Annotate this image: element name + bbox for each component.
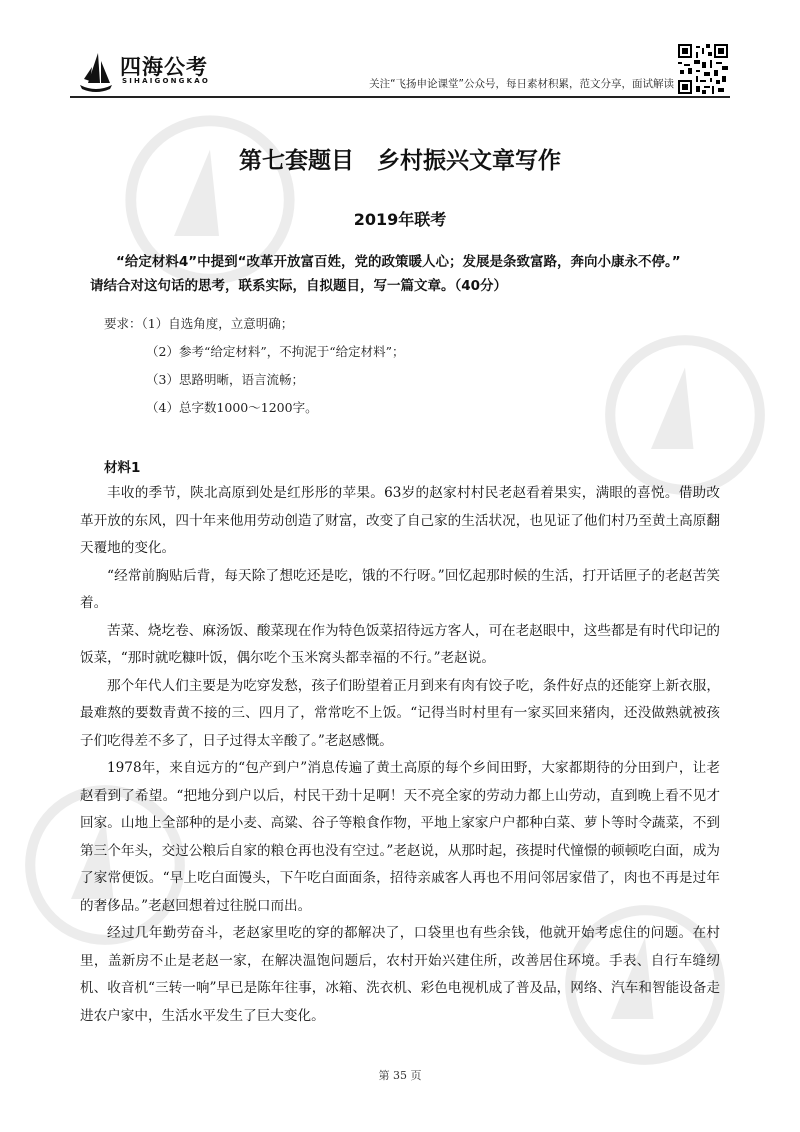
exam-subtitle: 2019年联考 — [353, 210, 447, 229]
prompt-line-1: “给定材料4”中提到“改革开放富百姓，党的政策暖人心；发展是条致富路，奔向小康永不停。” — [116, 254, 681, 270]
brand-name-en: SIHAIGONGKAO — [122, 77, 211, 85]
brand-logo — [76, 49, 236, 99]
requirement-item: （4）总字数1000～1200字。 — [146, 400, 318, 415]
header-note: 关注“飞扬申论课堂”公众号，每日素材积累，范文分享，面试解读 — [369, 78, 674, 90]
requirements-list — [104, 310, 405, 422]
page-title: 第七套题目 乡村振兴文章写作 — [239, 148, 561, 174]
page-number: 第 35 页 — [378, 1069, 422, 1082]
requirement-item: （3）思路明晰，语言流畅； — [146, 372, 304, 387]
paragraph: “经常前胸贴后背，每天除了想吃还是吃，饿的不行呀。”回忆起那时候的生活，打开话匣子的老赵苦笑着。 — [80, 567, 720, 611]
paragraph: 苦菜、烧圪卷、麻汤饭、酸菜现在作为特色饭菜招待远方客人，可在老赵眼中，这些都是有时代印记的饭菜，“那时就吃糠叶饭，偶尔吃个玉米窝头都幸福的不行。”老赵说。 — [80, 622, 720, 666]
brand-name: 四海公考 — [120, 55, 208, 79]
qr-code-icon — [678, 44, 728, 94]
paragraph: 丰收的季节，陕北高原到处是红彤彤的苹果。63岁的赵家村村民老赵看着果实，满眼的喜悦。借助改革开放的东风，四十年来他用劳动创造了财富，改变了自己家的生活状况，也见证了他们村乃至黄土高原翻天覆地的变化。 — [80, 485, 720, 556]
paragraph: 经过几年勤劳奋斗，老赵家里吃的穿的都解决了，口袋里也有些余钱，他就开始考虑住的问题。在村里，盖新房不止是老赵一家，在解决温饱问题后，农村开始兴建住所，改善居住环境。手表、自行车缝纫机、收音机“三转一响”早已是陈年往事，冰箱、洗衣机、彩色电视机成了普及品，网络、汽车和智能设备走进农户家中，生活水平发生了巨大变化。 — [80, 925, 720, 1024]
paragraph: 1978年，来自远方的“包产到户”消息传遍了黄土高原的每个乡间田野，大家都期待的分田到户，让老赵看到了希望。“把地分到户以后，村民干劲十足啊！天不亮全家的劳动力都上山劳动，直到晚上看不见才回家。山地上全部种的是小麦、高粱、谷子等粮食作物，平地上家家户户都种白菜、萝卜等时令蔬菜，不到第三个年头，交过公粮后自家的粮仓再也没有空过。”老赵说，从那时起，孩提时代憧憬的顿顿吃白面，成为了家常便饭。“早上吃白面馒头，下午吃白面面条，招待亲戚客人再也不用问邻居家借了，肉也不再是过年的奢侈品。”老赵回想着过往脱口而出。 — [80, 760, 720, 914]
material-body — [80, 480, 720, 1030]
prompt-line-2: 请结合对这句话的思考，联系实际，自拟题目，写一篇文章。（40分） — [90, 278, 508, 294]
requirement-item: （2）参考“给定材料”，不拘泥于“给定材料”； — [146, 344, 405, 359]
page-header — [0, 0, 800, 100]
requirement-item: 要求：（1）自选角度，立意明确； — [104, 316, 294, 331]
question-prompt — [90, 250, 730, 298]
watermark-logo — [600, 330, 770, 500]
material-heading: 材料1 — [104, 460, 141, 476]
header-divider — [70, 96, 730, 98]
sail-logo-icon — [76, 49, 116, 93]
paragraph: 那个年代人们主要是为吃穿发愁，孩子们盼望着正月到来有肉有饺子吃，条件好点的还能穿上新衣服，最难熬的要数青黄不接的三、四月了，常常吃不上饭。“记得当时村里有一家买回来猪肉，还没做熟就被孩子们吃得差不多了，日子过得太辛酸了。”老赵感慨。 — [80, 677, 720, 749]
